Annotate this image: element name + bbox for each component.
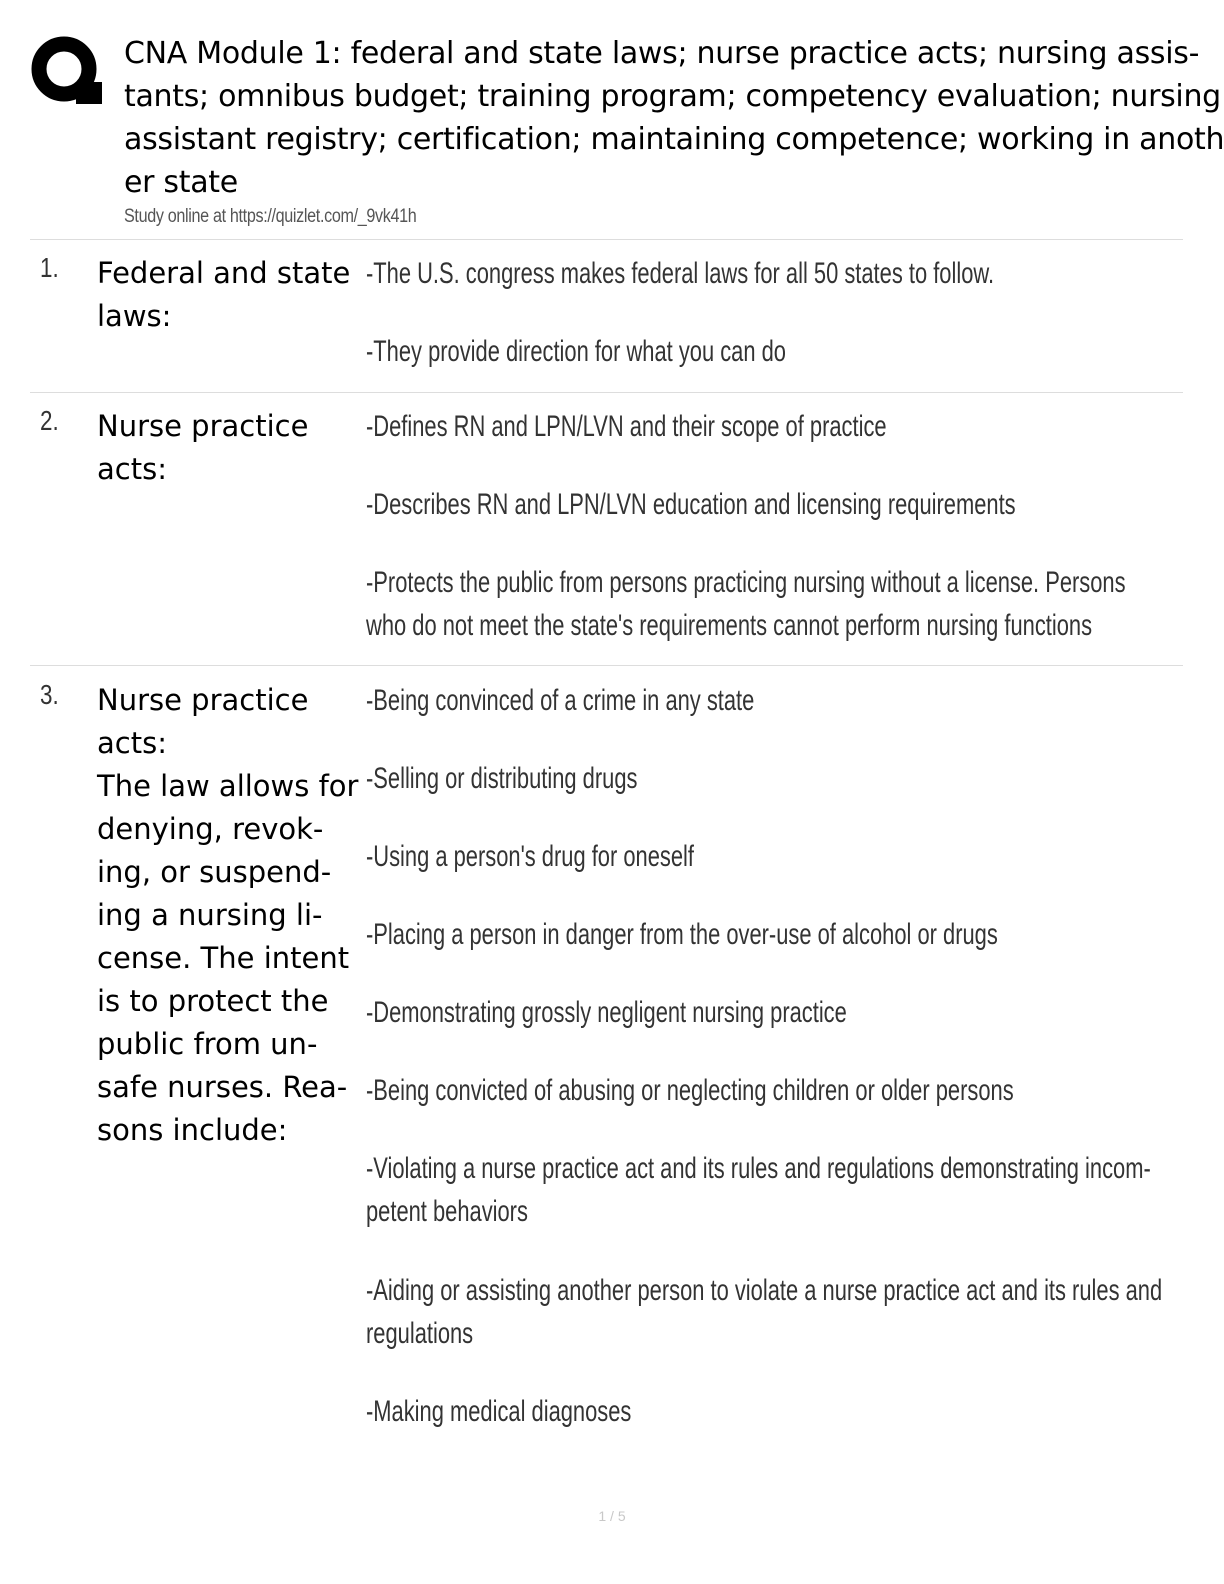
term-line: Nurse practice: [97, 683, 309, 717]
term-line: safe nurses. Rea-: [97, 1070, 348, 1104]
divider: [30, 239, 1183, 240]
card-term: [97, 252, 362, 338]
definition-line: who do not meet the state's requirements cannot perform nursing functions: [366, 609, 1093, 642]
page-title: [124, 32, 1224, 228]
card-number: 2.: [40, 405, 59, 436]
term-line: acts:: [97, 452, 167, 486]
term-line: denying, revok-: [97, 812, 324, 846]
divider: [30, 665, 1183, 666]
definition-line: -Protects the public from persons practicing nursing without a license. Persons: [366, 566, 1126, 599]
definition-line: -Defines RN and LPN/LVN and their scope of practice: [366, 410, 887, 443]
definition-line: -Aiding or assisting another person to violate a nurse practice act and its rules and: [366, 1274, 1163, 1307]
card-term: [97, 679, 362, 1152]
term-line: The law allows for: [97, 769, 359, 803]
term-line: public from un-: [97, 1027, 318, 1061]
title-line: er state: [124, 165, 238, 200]
term-line: laws:: [97, 299, 172, 333]
title-line: assistant registry; certification; maintaining competence; working in anoth: [124, 122, 1224, 157]
study-online-link[interactable]: Study online at https://quizlet.com/_9vk41h: [124, 206, 417, 227]
title-line: CNA Module 1: federal and state laws; nurse practice acts; nursing assis-: [124, 36, 1200, 71]
card-term: [97, 405, 362, 491]
term-line: ing a nursing li-: [97, 898, 323, 932]
definition-line: -The U.S. congress makes federal laws for all 50 states to follow.: [366, 257, 995, 290]
page-number: 1 / 5: [598, 1508, 626, 1524]
definition-line: -Being convicted of abusing or neglecting children or older persons: [366, 1074, 1014, 1107]
term-line: Nurse practice: [97, 409, 309, 443]
definition-line: -Being convinced of a crime in any state: [366, 684, 755, 717]
term-line: sons include:: [97, 1113, 288, 1147]
definition-line: regulations: [366, 1317, 474, 1350]
definition-line: -Placing a person in danger from the over-use of alcohol or drugs: [366, 918, 998, 951]
definition-line: -Describes RN and LPN/LVN education and licensing requirements: [366, 488, 1016, 521]
term-line: Federal and state: [97, 256, 351, 290]
card-number: 3.: [40, 679, 59, 710]
definition-line: -They provide direction for what you can do: [366, 335, 786, 368]
card-number: 1.: [40, 252, 59, 283]
quizlet-logo-icon: [30, 34, 102, 106]
definition-line: petent behaviors: [366, 1195, 528, 1228]
definition-line: -Selling or distributing drugs: [366, 762, 638, 795]
definition-line: -Making medical diagnoses: [366, 1395, 632, 1428]
term-line: cense. The intent: [97, 941, 350, 975]
title-line: tants; omnibus budget; training program; competency evaluation; nursing: [124, 79, 1221, 114]
divider: [30, 392, 1183, 393]
term-line: is to protect the: [97, 984, 329, 1018]
definition-line: -Using a person's drug for oneself: [366, 840, 694, 873]
term-line: ing, or suspend-: [97, 855, 332, 889]
definition-line: -Demonstrating grossly negligent nursing practice: [366, 996, 847, 1029]
definition-line: -Violating a nurse practice act and its rules and regulations demonstrating incom-: [366, 1152, 1151, 1185]
term-line: acts:: [97, 726, 167, 760]
